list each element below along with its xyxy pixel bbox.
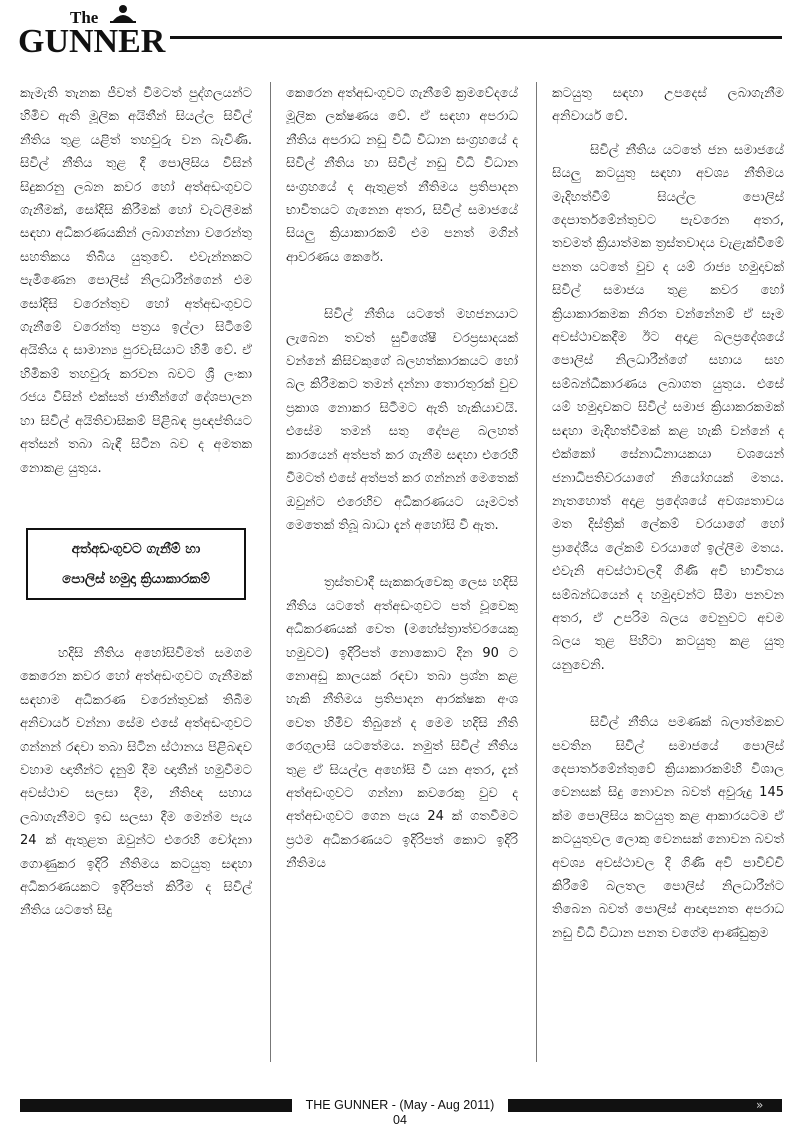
paragraph: ත්‍රස්තවාදී සැකකරුවෙකු ලෙස හදිසි නීතිය යටතේ අත්අඩංගුවට පත් වූවෙකු අධිකරණයක් වෙත (මහේස්ත්‍රාත්වරයෙකු හමුවට) ඉදිරිපත් නොකොට දින 90 ට නොඅඩු කාලයක් රඳවා තබා ප්‍රශ්න කළ හැකි නීතිමය ප්‍රතිපාදන ආරක්ෂක අංශ වෙත හිමිව තිබුනේ ද මෙම හදිසි නීති රෙගුලාසි යටතේමය. නමුත් සිවිල් නීතිය තුළ ඒ සියල්ල අහෝසි වී යන අතර, දැන් අත්අඩංගුවට ගන්නා කවරෙකු වුව ද අත්අඩංගුවට ගෙන පැය 24 ක් ගතවීමට ප්‍රථම අධිකරණයට ඉදිරිපත් කොට ඉදිරි නීතිමය (286, 575, 518, 872)
paragraph: කටයුතු සඳහා උපදෙස් ලබාගැනීම අනිවාර්ය වේ. (552, 86, 784, 125)
paragraph: සිවිල් නීතිය යටතේ මහජනයාට ලැබෙන තවත් සුවිශේෂී වරප්‍රසාදයක් වන්නේ කිසිවකුගේ බලහත්කාරකයට හෝ බල කිරීමකට තමන් දන්නා තොරතුරක් වුව ප්‍රකාශ නොකර සිටීමට ඇති හැකියාවයි. එසේම තමන් සතු දේපළ බලහත් කාරයෙන් අත්පත් කර ගැනීම සඳහා එරෙහි වීමටත් එසේ අත්පත් කර ගන්නන් මෙතෙක් ඔවුන්ට එරෙහිව අධිකරණයට යෑමටත් මෙතෙක් තිබූ බාධා දැන් අහෝසි වී ඇත. (286, 307, 518, 533)
header-rule (170, 36, 782, 39)
paragraph: කැමැති තැනක ජීවත් වීමටත් පුද්ගලයන්ට හිමිව ඇති මූලික අයිතීන් සියල්ල සිවිල් නීතිය තුළ යළිත් තහවුරු වන බැවිණි. සිවිල් නීතිය තුළ දී පොලිසිය විසින් සිදුකරනු ලබන කවර හෝ අත්අඩංගුවට ගැනීමක්, සෝදිසි කිරීමක් හෝ වැටලීමක් සඳහා අධිකරණයකින් ලබාගන්නා වරෙන්තු සහතිකය තිබිය යුතුවේ. එවැන්නකට පැමිණෙන පොලිස් නිලධාරීන්ගෙන් එම සෝදිසි වරෙන්තුව හෝ අත්අඩංගුවට ගැනීමේ වරෙන්තු පත්‍රය ඉල්ලා සිටීමේ අයිතිය ද සාමාන්‍ය පුරවැසියාට හිමි වේ. ඒ හිමිකම් තහවුරු කරවන බවට ශ්‍රී ලංකා රජය විසින් එක්සත් ජාතීන්ගේ දේශපාලන හා සිවිල් අයිතිවාසිකම් පිළිබඳ ප්‍රඥප්තියට අත්සන් තබා බැඳී සිටින බව ද අමතක නොකළ යුතුය. (20, 86, 252, 476)
masthead-title-small: The (70, 8, 99, 27)
paragraph: සිවිල් නීතිය යටතේ ජන සමාජයේ සියලු කටයුතු සඳහා අවශ්‍ය නීතිමය මැදිහත්වීම් සියල්ල පොලිස් දෙපාර්තමේන්තුවට පැවරෙන අතර, තවමත් ක්‍රියාත්මක ත්‍රස්තවාදය වැළැක්වීමේ පනත යටතේ වුව ද යම් රාජ්‍ය හමුදාවක් සිවිල් සමාජය තුළ කවර හෝ ක්‍රියාකාරකමක නිරත වන්නේනම් ඒ සෑම අවස්ථාවකදීම ඊට අදාළ බලප්‍රදේශයේ පොලිස් නිලධාරීන්ගේ සහාය සහ සම්බන්ධීකාරණය ලබාගත යුතුය. එසේ යම් හමුදාවකට සිවිල් සමාජ ක්‍රියාකරකමක් සඳහා මැදිහත්වීමක් කළ හැකි වන්නේ ද එක්කෝ සේනාධිනායකයා වශයෙන් ජනාධිපතිවරයාගේ නියෝගයක් මතය. නැතහොත් අදාළ ප්‍රදේශයේ අවශ්‍යතාවය මත දිස්ත්‍රික් ලේකම් වරයාගේ හෝ ප්‍රාදේශීය ලේකම් වරයාගේ ඉල්ලීම මතය. එවැනි අවස්ථාවලදී ගිණි අවි භාවිතය සම්බන්ධයෙන් ද හමුදාවන්ට සීමා පනවන අතර, ඒ උපරිම බලය වෙනුවට අවම බලය තුළ පිහිටා කටයුතු කළ යුතු යනුවෙනි. (552, 142, 784, 673)
section-heading-box (26, 528, 246, 600)
article-column-1 (20, 82, 252, 1062)
gunner-mascot-icon (106, 4, 140, 24)
page-number: 04 (393, 1113, 407, 1127)
chevron-right-icon: » (756, 1098, 762, 1112)
article-column-3 (552, 82, 784, 1062)
column-divider (270, 82, 271, 1062)
article-column-2 (286, 82, 518, 1062)
section-heading-line-1: අත්අඩංගුවට ගැනීම් හා (71, 540, 201, 557)
footer-bar-right (508, 1099, 782, 1112)
paragraph: කෙරෙන අත්අඩංගුවට ගැනීමේ ක්‍රමවේදයේ මූලික ලක්ෂණය වේ. ඒ සඳහා අපරාධ නීතිය අපරාධ නඩු විධි විධාන සංග්‍රහයේ ද සිවිල් නීතිය හා සිවිල් නඩු විධි විධාන සංග්‍රහයේ ද ඇතුළත් නීතිමය ප්‍රතිපාදන භාවිතයට ගැනෙන අතර, සිවිල් සමාජයේ සියලු ක්‍රියාකාරකම් එම පනත් මගින් ආවරණය කෙරේ. (286, 86, 518, 265)
footer-bar-left (20, 1099, 292, 1112)
column-divider (536, 82, 537, 1062)
masthead-title: GUNNER (18, 23, 166, 60)
section-heading-line-2: පොලිස් හමුදා ක්‍රියාකාරකම් (62, 570, 210, 587)
masthead-logo (18, 4, 168, 66)
footer-publication: THE GUNNER - (May - Aug 2011) (305, 1098, 495, 1112)
paragraph: සිවිල් නීතිය පමණක් බලාත්මකව පවතින සිවිල් සමාජයේ පොලිස් දෙපාර්තමේන්තුවේ ක්‍රියාකාරකම්හි විශාල වෙනසක් සිදු නොවන බවත් අවුරුදු 145 ක්ම පොලිසිය කටයුතු කළ ආකාරයටම ඒ කටයුතුවල ලොකු වෙනසක් නොවන බවත් අවශ්‍ය අවස්ථාවල දී ගිණි අවි පාවිච්චි කිරීමේ බලතල පොලිස් නිලධාරීන්ට තිබෙන බවත් පොලිස් ආඥාපනත අපරාධ නඩු විධි විධාන පනත වගේම ආණ්ඩුක්‍රම (552, 715, 784, 941)
paragraph: හදිසි නීතිය අහෝසිවීමත් සමගම කෙරෙන කවර හෝ අත්අඩංගුවට ගැනීමක් සඳහාම අධිකරණ වරෙන්තුවක් තිබීම අනිවාර්ය වන්නා සේම එසේ අත්අඩංගුවට ගන්නන් රඳවා තබා සිටින ස්ථානය පිළිබඳව වහාම ඥාතීන්ට දැනුම් දීම ඥාතීන් හමුවීමට අවස්ථාව සලසා දීම, නීතිඥ සහාය ලබාගැනීමට ඉඩ සලසා දීම මෙන්ම පැය 24 ක් ඇතුළත ඔවුන්ට එරෙහි චෝදනා ගොණුකර ඉදිරි නීතිමය කටයුතු සඳහා අධිකරණයකට ඉදිරිපත් කිරීම ද සිවිල් නීතිය යටතේ සිදු (20, 645, 252, 919)
